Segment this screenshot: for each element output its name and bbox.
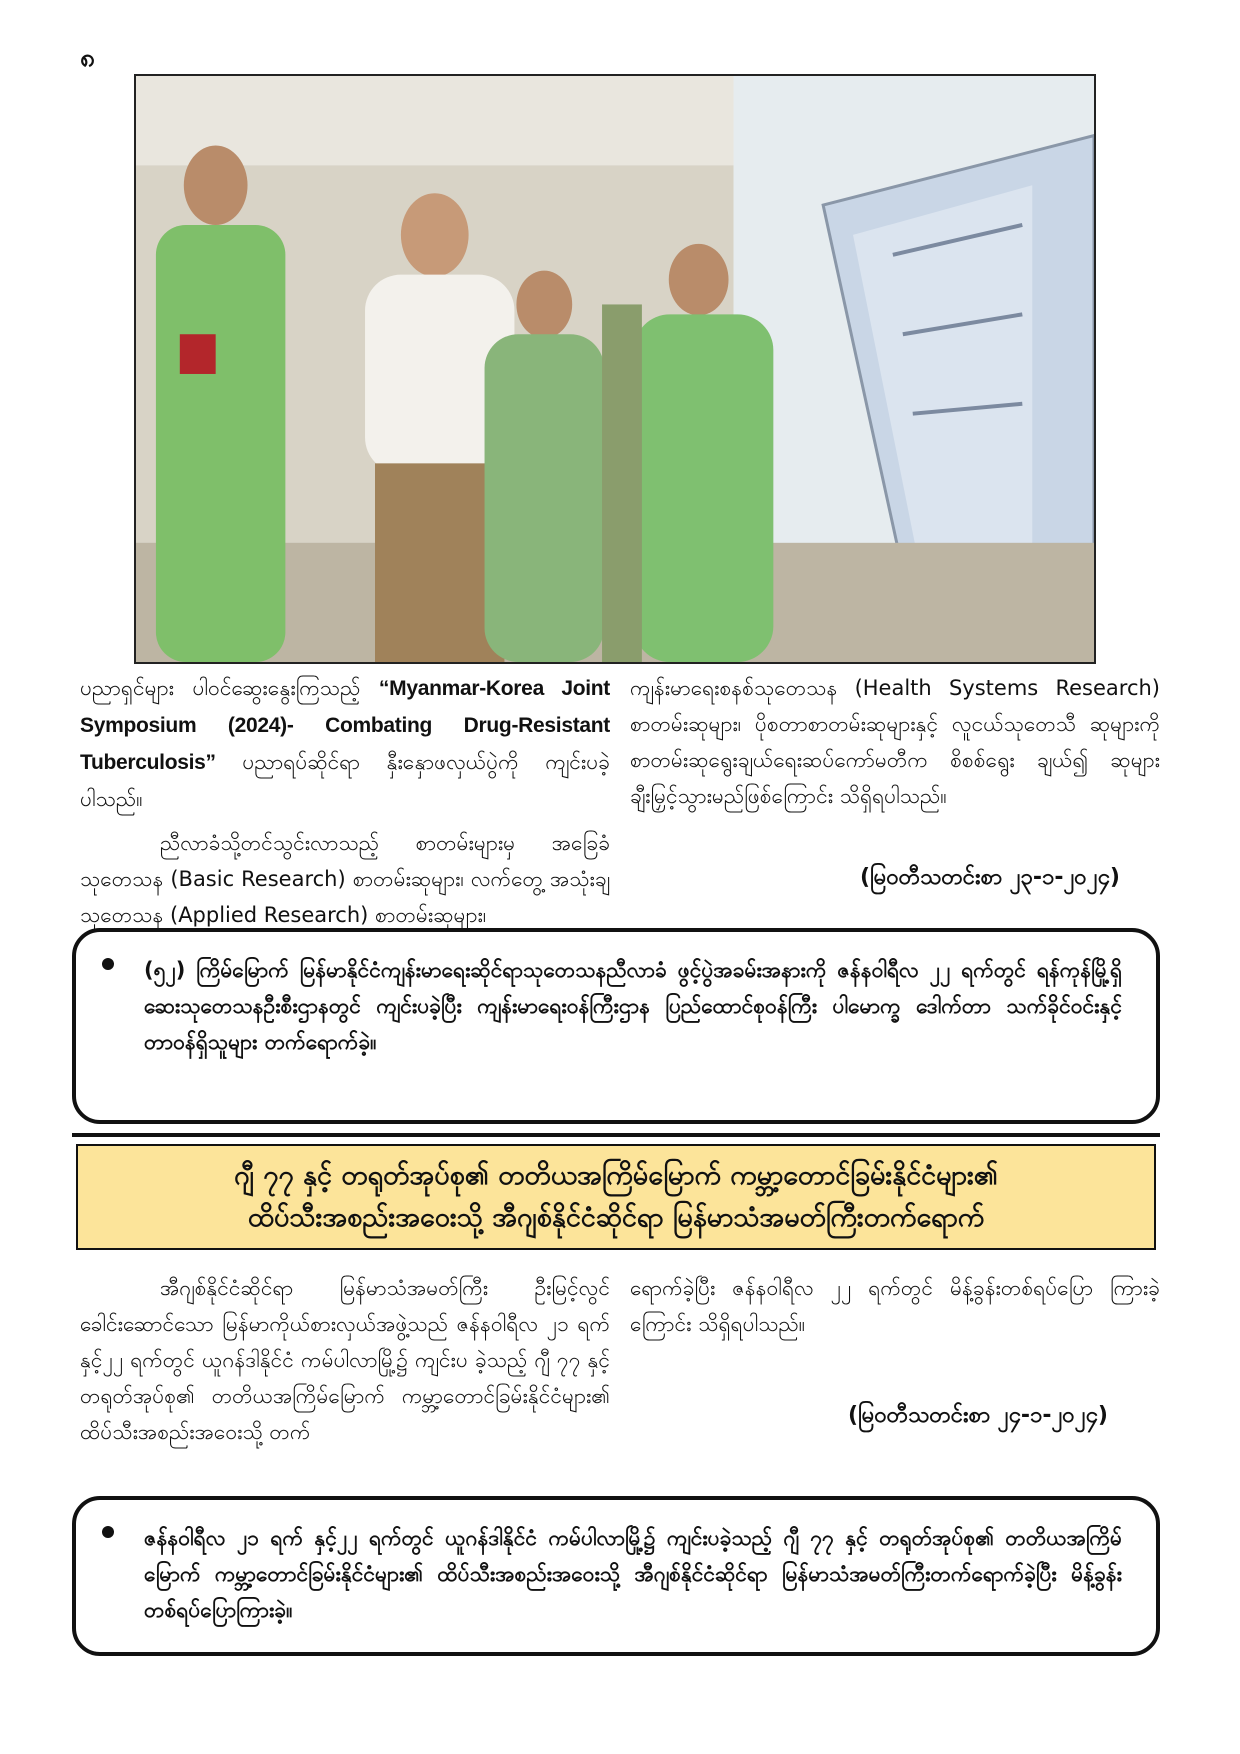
photo-illustration [136,76,1094,662]
highlight-box-2 [72,1496,1160,1656]
article1-paragraph-2: ညီလာခံသို့တင်သွင်းလာသည့် စာတမ်းများမှ အခြေခံ သုတေသန (Basic Research) စာတမ်းဆုများ၊ လက်တွေ့ အသုံးချသုတေသန (Applied Research) စာတမ်းဆုများ၊ [80,831,610,927]
page-number: ၈ [80,43,95,73]
article1-paragraph-1 [80,670,610,817]
article1-intro-tail: ပညာရပ်ဆိုင်ရာ နှီးနှောဖလှယ်ပွဲကို ကျင်းပခဲ့ပါသည်။ [80,750,610,811]
article2-paragraph-1: အီဂျစ်နိုင်ငံဆိုင်ရာ မြန်မာသံအမတ်ကြီး ဦးမြင့်လွင် ခေါင်းဆောင်သော မြန်မာကိုယ်စားလှယ်အဖွဲ့သည် ဇန်နဝါရီလ ၂၁ ရက် နှင့်၂၂ ရက်တွင် ယူဂန်ဒါနိုင်ငံ ကမ်ပါလာမြို့၌ ကျင်းပ ခဲ့သည့် ဂျီ ၇၇ နှင့် တရုတ်အုပ်စု၏ တတိယအကြိမ်မြောက် ကမ္ဘာ့တောင်ခြမ်းနိုင်ငံများ၏ ထိပ်သီးအစည်းအဝေးသို့ တက် [80,1276,610,1444]
article1-source: (မြဝတီသတင်းစာ ၂၃-၁-၂၀၂၄) [860,865,1120,890]
symposium-title: “Myanmar-Korea Joint Symposium (2024)- Combating Drug-Resistant Tuberculosis” [80,677,610,774]
article2-column-1 [80,1270,610,1450]
article2-paragraph-2: ရောက်ခဲ့ပြီး ဇန်နဝါရီလ ၂၂ ရက်တွင် မိန့်ခွန်းတစ်ရပ်ပြော ကြားခဲ့ကြောင်း သိရှိရပါသည်။ [630,1276,1160,1336]
bullet-icon [102,1526,114,1538]
section-divider [72,1133,1160,1137]
article1-column-1 [80,670,610,933]
article2-headline [76,1144,1156,1250]
highlight-1-text: (၅၂) ကြိမ်မြောက် မြန်မာနိုင်ငံကျန်းမာရေးဆိုင်ရာသုတေသနညီလာခံ ဖွင့်ပွဲအခမ်းအနားကို ဇန်နဝါရီလ ၂၂ ရက်တွင် ရန်ကုန်မြို့ရှိ ဆေးသုတေသနဦးစီးဌာနတွင် ကျင်းပခဲ့ပြီး ကျန်းမာရေးဝန်ကြီးဌာန ပြည်ထောင်စုဝန်ကြီး ပါမောက္ခ ဒေါက်တာ သက်ခိုင်ဝင်းနှင့် တာဝန်ရှိသူများ တက်ရောက်ခဲ့။ [144,958,1122,1054]
article1-intro-text: ပညာရှင်များ ပါဝင်ဆွေးနွေးကြသည့် [80,676,379,700]
highlight-2-text: ဇန်နဝါရီလ ၂၁ ရက် နှင့်၂၂ ရက်တွင် ယူဂန်ဒါနိုင်ငံ ကမ်ပါလာမြို့၌ ကျင်းပခဲ့သည့် ဂျီ ၇၇ နှင့် တရုတ်အုပ်စု၏ တတိယအကြိမ်မြောက် ကမ္ဘာ့တောင်ခြမ်းနိုင်ငံများ၏ ထိပ်သီးအစည်းအဝေးသို့ အီဂျစ်နိုင်ငံဆိုင်ရာ မြန်မာသံအမတ်ကြီးတက်ရောက်ခဲ့ပြီး မိန့်ခွန်းတစ်ရပ်ပြောကြားခဲ့။ [144,1526,1122,1622]
bullet-icon [102,958,114,970]
article1-paragraph-3: ကျန်းမာရေးစနစ်သုတေသန (Health Systems Research) စာတမ်းဆုများ၊ ပိုစတာစာတမ်းဆုများနှင့် လူငယ်သုတေသီ ဆုများကို စာတမ်းဆုရွေးချယ်ရေးဆပ်ကော်မတီက စိစစ်ရွေး ချယ်၍ ဆုများချီးမြှင့်သွားမည်ဖြစ်ကြောင်း သိရှိရပါသည်။ [630,676,1160,808]
article2-column-2 [630,1270,1160,1342]
article2-source: (မြဝတီသတင်းစာ ၂၄-၁-၂၀၂၄) [848,1403,1108,1428]
news-photo [134,74,1096,664]
article1-column-2 [630,670,1160,814]
headline-line-1: ဂျီ ၇၇ နှင့် တရုတ်အုပ်စု၏ တတိယအကြိမ်မြောက် ကမ္ဘာ့တောင်ခြမ်းနိုင်ငံများ၏ [234,1160,998,1191]
headline-line-2: ထိပ်သီးအစည်းအဝေးသို့ အီဂျစ်နိုင်ငံဆိုင်ရာ မြန်မာသံအမတ်ကြီးတက်ရောက် [247,1202,985,1233]
highlight-box-1 [72,928,1160,1124]
